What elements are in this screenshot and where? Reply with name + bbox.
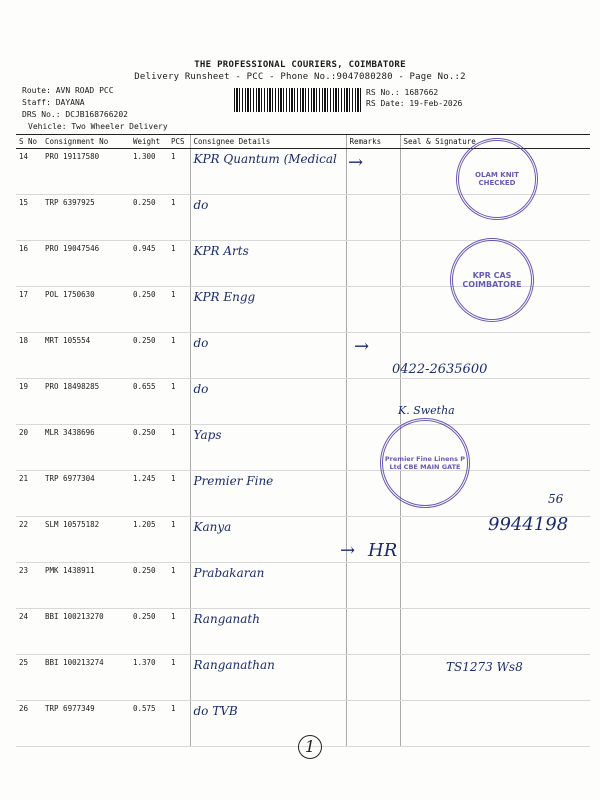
cell-pcs: 1 [168, 655, 190, 701]
cell-consignee: do [190, 379, 346, 425]
barcode [234, 88, 362, 112]
staff: Staff: DAYANA [22, 98, 85, 107]
runsheet-subtitle: Delivery Runsheet - PCC - Phone No.:9047080280 - Page No.:2 [134, 72, 466, 82]
cell-sno: 22 [16, 517, 42, 563]
cell-consignment: POL 1750630 [42, 287, 130, 333]
company-title: THE PROFESSIONAL COURIERS, COIMBATORE [194, 60, 406, 70]
cell-seal [400, 701, 590, 747]
premier-stamp: Premier Fine Linens P Ltd CBE MAIN GATE [380, 418, 470, 508]
cell-remarks [346, 609, 400, 655]
cell-pcs: 1 [168, 563, 190, 609]
cell-remarks [346, 379, 400, 425]
col-remarks: Remarks [346, 135, 400, 149]
vehicle-note: TS1273 Ws8 [446, 660, 523, 674]
cell-consignment: PMK 1438911 [42, 563, 130, 609]
cell-weight: 1.370 [130, 655, 168, 701]
cell-weight: 1.205 [130, 517, 168, 563]
cell-sno: 26 [16, 701, 42, 747]
cell-weight: 0.250 [130, 195, 168, 241]
table-row [16, 379, 590, 425]
cell-consignee: Ranganath [190, 609, 346, 655]
cell-remarks [346, 195, 400, 241]
cell-consignment: PRO 19047546 [42, 241, 130, 287]
cell-consignee: Kanya [190, 517, 346, 563]
cell-weight: 0.250 [130, 333, 168, 379]
cell-remarks [346, 655, 400, 701]
drs-number: DRS No.: DCJB168766202 [22, 110, 128, 119]
col-sno: S No [16, 135, 42, 149]
cell-consignee: do [190, 333, 346, 379]
cell-consignment: PRO 19117580 [42, 149, 130, 195]
cell-sno: 24 [16, 609, 42, 655]
cell-weight: 0.250 [130, 563, 168, 609]
cell-remarks [346, 241, 400, 287]
cell-weight: 1.245 [130, 471, 168, 517]
cell-pcs: 1 [168, 379, 190, 425]
phone-note: 0422-2635600 [392, 362, 488, 377]
cell-consignment: TRP 6977304 [42, 471, 130, 517]
cell-remarks [346, 563, 400, 609]
hr-note: HR [368, 540, 398, 561]
col-consignee: Consignee Details [190, 135, 346, 149]
table-row [16, 333, 590, 379]
cell-pcs: 1 [168, 195, 190, 241]
signed-name: K. Swetha [398, 404, 455, 417]
cell-sno: 16 [16, 241, 42, 287]
rs-date: RS Date: 19-Feb-2026 [366, 99, 463, 108]
cell-consignee: do TVB [190, 701, 346, 747]
cell-sno: 23 [16, 563, 42, 609]
cell-consignee: KPR Quantum (Medical [190, 149, 346, 195]
arrow-23: → [340, 540, 356, 561]
col-pcs: PCS [168, 135, 190, 149]
cell-pcs: 1 [168, 149, 190, 195]
cell-pcs: 1 [168, 333, 190, 379]
runsheet-table [16, 134, 590, 747]
cell-consignment: BBI 100213270 [42, 609, 130, 655]
cell-sno: 20 [16, 425, 42, 471]
vehicle: Vehicle: Two Wheeler Delivery [28, 122, 168, 131]
cell-sno: 21 [16, 471, 42, 517]
cell-sno: 17 [16, 287, 42, 333]
cell-consignment: SLM 10575182 [42, 517, 130, 563]
table-row [16, 471, 590, 517]
page-circle: 1 [298, 735, 322, 759]
cell-consignee: Prabakaran [190, 563, 346, 609]
col-seal: Seal & Signature [400, 135, 590, 149]
rs-number: RS No.: 1687662 [366, 88, 439, 97]
col-weight: Weight [130, 135, 168, 149]
cell-consignee: Premier Fine [190, 471, 346, 517]
cell-seal [400, 609, 590, 655]
cell-weight: 0.945 [130, 241, 168, 287]
cell-weight: 0.655 [130, 379, 168, 425]
arrow-18: → [354, 336, 370, 357]
number-56: 56 [548, 492, 564, 506]
cell-consignee: Yaps [190, 425, 346, 471]
cell-sno: 19 [16, 379, 42, 425]
cell-sno: 25 [16, 655, 42, 701]
cell-consignee: do [190, 195, 346, 241]
cell-consignment: BBI 100213274 [42, 655, 130, 701]
cell-consignment: TRP 6397925 [42, 195, 130, 241]
mobile-note: 9944198 [488, 514, 569, 535]
cell-remarks [346, 701, 400, 747]
cell-weight: 0.250 [130, 287, 168, 333]
cell-pcs: 1 [168, 287, 190, 333]
col-consignment: Consignment No [42, 135, 130, 149]
cell-consignment: TRP 6977349 [42, 701, 130, 747]
cell-pcs: 1 [168, 425, 190, 471]
cell-seal [400, 563, 590, 609]
table-row [16, 563, 590, 609]
cell-sno: 15 [16, 195, 42, 241]
olam-stamp: OLAM KNIT CHECKED [456, 138, 538, 220]
kpr-cas-stamp: KPR CAS COIMBATORE [450, 238, 534, 322]
route: Route: AVN ROAD PCC [22, 86, 114, 95]
cell-sno: 18 [16, 333, 42, 379]
cell-consignee: KPR Engg [190, 287, 346, 333]
cell-pcs: 1 [168, 701, 190, 747]
cell-consignment: MLR 3438696 [42, 425, 130, 471]
cell-consignee: KPR Arts [190, 241, 346, 287]
cell-consignment: MRT 105554 [42, 333, 130, 379]
cell-pcs: 1 [168, 517, 190, 563]
table-row [16, 609, 590, 655]
cell-consignee: Ranganathan [190, 655, 346, 701]
cell-pcs: 1 [168, 471, 190, 517]
table-row [16, 425, 590, 471]
cell-weight: 1.300 [130, 149, 168, 195]
cell-pcs: 1 [168, 241, 190, 287]
cell-weight: 0.250 [130, 609, 168, 655]
cell-weight: 0.250 [130, 425, 168, 471]
cell-sno: 14 [16, 149, 42, 195]
arrow-14: → [348, 152, 364, 173]
cell-consignment: PRO 18498285 [42, 379, 130, 425]
cell-weight: 0.575 [130, 701, 168, 747]
cell-pcs: 1 [168, 609, 190, 655]
cell-remarks [346, 287, 400, 333]
